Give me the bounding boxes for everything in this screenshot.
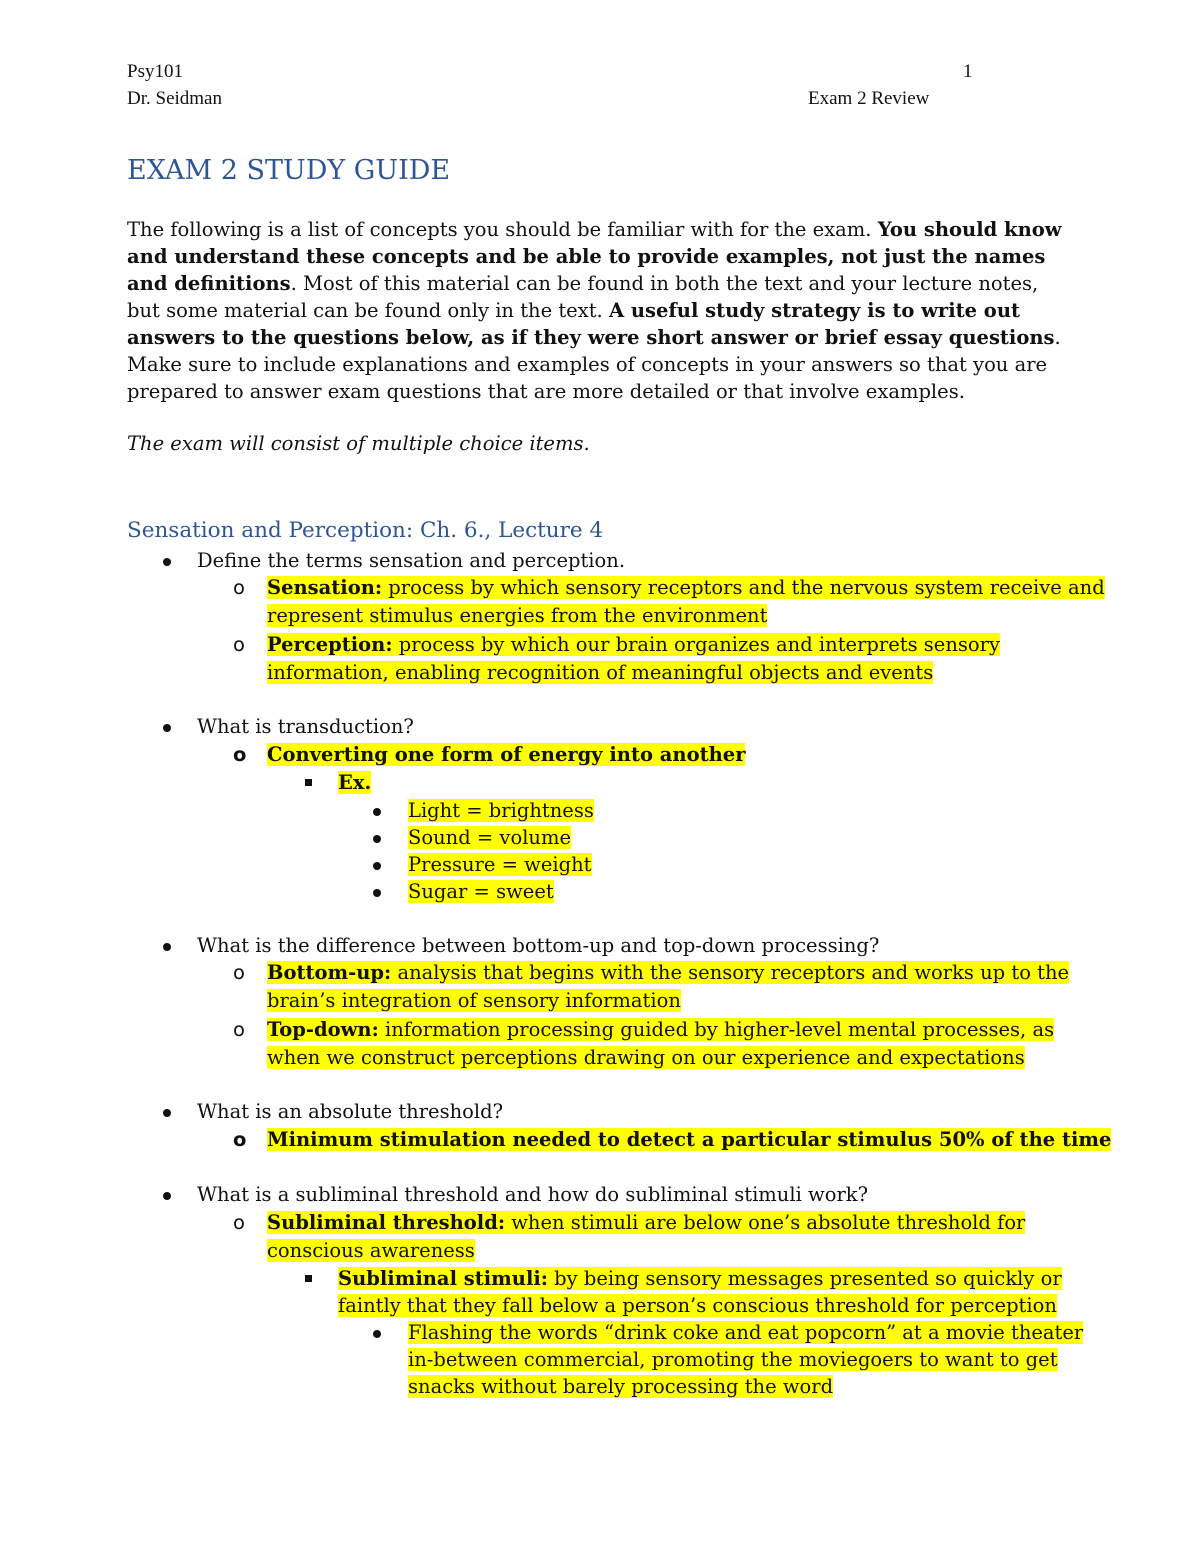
- header-doc-label: Exam 2 Review: [808, 88, 930, 109]
- subliminal-example-line-1: [408, 1319, 1083, 1346]
- bullet-icon: [373, 796, 381, 823]
- answer-text: faintly that they fall below a person’s conscious threshold for perception: [338, 1294, 1057, 1317]
- bullet-icon: [373, 823, 381, 850]
- answer-text: Minimum stimulation needed to detect a particular stimulus 50% of the time: [267, 1128, 1112, 1151]
- answer-text: Pressure = weight: [408, 853, 592, 876]
- bullet-icon: [163, 931, 171, 958]
- bullet-icon: [163, 1097, 171, 1124]
- question-2: What is transduction?: [197, 715, 414, 738]
- circle-bullet-icon: o: [233, 743, 247, 766]
- bullet-icon: [373, 850, 381, 877]
- answer-subliminal-threshold-line-2: [267, 1237, 475, 1264]
- header-instructor: Dr. Seidman: [127, 88, 222, 109]
- subliminal-example-line-2: [408, 1346, 1058, 1373]
- circle-bullet-icon: o: [233, 1018, 245, 1041]
- circle-bullet-icon: o: [233, 1211, 245, 1234]
- answer-text: information processing guided by higher-level mental processes, as: [378, 1018, 1055, 1041]
- answer-text: analysis that begins with the sensory receptors and works up to the: [391, 961, 1070, 984]
- term-sensation: Sensation:: [267, 576, 383, 599]
- answer-2-line-2: [267, 659, 933, 686]
- answer-text: snacks without barely processing the word: [408, 1375, 834, 1398]
- answer-1-line-2: [267, 602, 767, 629]
- answer-2-line-1: [267, 631, 1000, 658]
- page-title: EXAM 2 STUDY GUIDE: [127, 155, 451, 186]
- answer-text: process by which our brain organizes and interprets sensory: [392, 633, 1000, 656]
- answer-top-down-line-1: [267, 1016, 1054, 1043]
- bullet-icon: [163, 712, 171, 739]
- bullet-icon: [373, 877, 381, 904]
- answer-text: conscious awareness: [267, 1239, 475, 1262]
- example-item: [408, 824, 571, 851]
- answer-text: when stimuli are below one’s absolute threshold for: [505, 1211, 1026, 1234]
- circle-bullet-icon: o: [233, 576, 245, 599]
- question-3: What is the difference between bottom-up and top-down processing?: [197, 934, 880, 957]
- answer-top-down-line-2: [267, 1044, 1025, 1071]
- circle-bullet-icon: o: [233, 1128, 247, 1151]
- intro-bold-2: A useful study strategy is to write out answers to the questions below, as if they were short answer or brief essay questions: [127, 299, 1055, 349]
- bullet-icon: [163, 1180, 171, 1207]
- example-item: [408, 878, 554, 905]
- answer-text: brain’s integration of sensory information: [267, 989, 681, 1012]
- term-bottom-up: Bottom-up:: [267, 961, 392, 984]
- header-course: Psy101: [127, 61, 183, 82]
- answer-bottom-up-line-1: [267, 959, 1069, 986]
- answer-text: in-between commercial, promoting the moviegoers to want to get: [408, 1348, 1058, 1371]
- intro-text-1: The following is a list of concepts you should be familiar with for the exam.: [127, 218, 872, 241]
- answer-text: process by which sensory receptors and the nervous system receive and: [382, 576, 1105, 599]
- answer-subliminal-stimuli-line-1: [338, 1265, 1062, 1292]
- section-heading: Sensation and Perception: Ch. 6., Lecture 4: [127, 518, 604, 543]
- circle-bullet-icon: o: [233, 961, 245, 984]
- answer-subliminal-stimuli-line-2: [338, 1292, 1057, 1319]
- question-4: What is an absolute threshold?: [197, 1100, 504, 1123]
- term-perception: Perception:: [267, 633, 393, 656]
- square-bullet-icon: [305, 1262, 312, 1289]
- intro-bold-1: You should know and understand these concepts and be able to provide examples, not just the names and definitions: [127, 218, 1062, 295]
- answer-1-line-1: [267, 574, 1105, 601]
- header-page-number: 1: [963, 61, 973, 82]
- square-bullet-icon: [305, 766, 312, 793]
- term-subliminal-stimuli: Subliminal stimuli:: [338, 1267, 548, 1290]
- answer-text: Converting one form of energy into another: [267, 743, 746, 766]
- example-item: [408, 797, 594, 824]
- absolute-threshold-answer: [267, 1126, 1111, 1153]
- answer-text: Sound = volume: [408, 826, 572, 849]
- answer-text: Flashing the words “drink coke and eat popcorn” at a movie theater: [408, 1321, 1084, 1344]
- answer-text: when we construct perceptions drawing on our experience and expectations: [267, 1046, 1025, 1069]
- term-subliminal-threshold: Subliminal threshold:: [267, 1211, 506, 1234]
- bullet-icon: [163, 546, 171, 573]
- answer-text: information, enabling recognition of meaningful objects and events: [267, 661, 934, 684]
- example-item: [408, 851, 592, 878]
- question-5: What is a subliminal threshold and how do subliminal stimuli work?: [197, 1183, 869, 1206]
- term-top-down: Top-down:: [267, 1018, 379, 1041]
- answer-text: Sugar = sweet: [408, 880, 554, 903]
- intro-text-2: . Most of this material can be found in both the text and your lecture notes, but some material can be found only in the text.: [127, 272, 1039, 322]
- circle-bullet-icon: o: [233, 633, 245, 656]
- intro-paragraph: [127, 216, 1077, 405]
- answer-bottom-up-line-2: [267, 987, 681, 1014]
- exam-format-note: The exam will consist of multiple choice items.: [127, 432, 590, 455]
- answer-text: by being sensory messages presented so quickly or: [547, 1267, 1062, 1290]
- transduction-answer: [267, 741, 745, 768]
- answer-text: Ex.: [338, 771, 372, 794]
- example-label: [338, 769, 371, 796]
- intro-text-3: . Make sure to include explanations and examples of concepts in your answers so that you are prepared to answer exam questions that are more detailed or that involve examples.: [127, 326, 1061, 403]
- answer-text: represent stimulus energies from the environment: [267, 604, 768, 627]
- answer-text: Light = brightness: [408, 799, 594, 822]
- answer-subliminal-threshold-line-1: [267, 1209, 1025, 1236]
- subliminal-example-line-3: [408, 1373, 833, 1400]
- bullet-icon: [373, 1318, 381, 1345]
- question-1: Define the terms sensation and perception.: [197, 549, 626, 572]
